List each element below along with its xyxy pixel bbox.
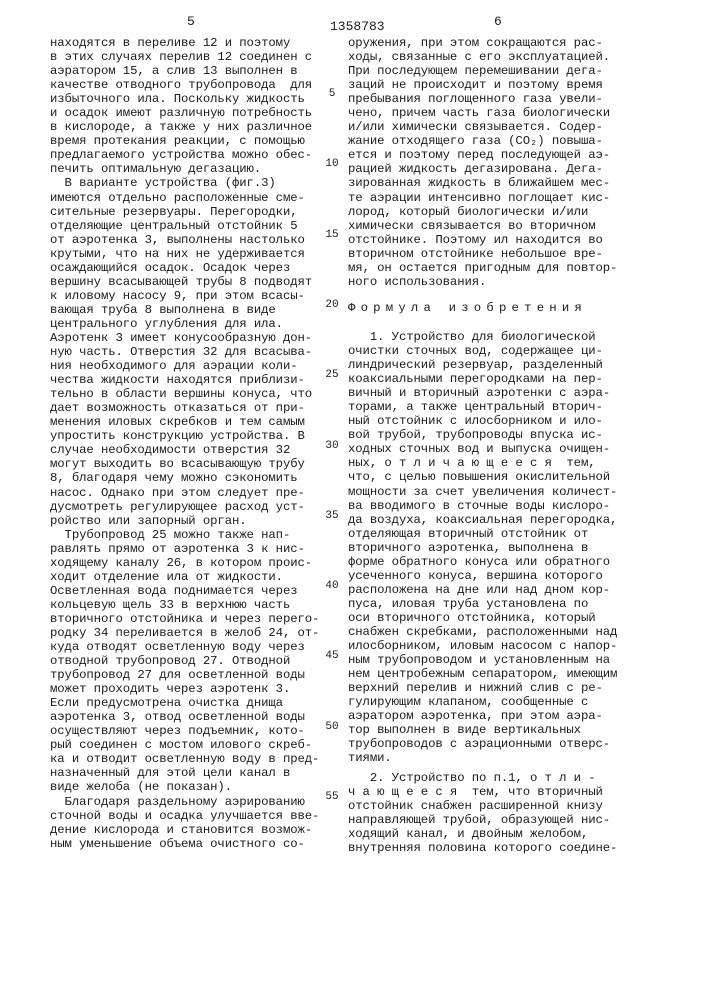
text-line: и/или химически связывается. Содер- <box>348 120 617 134</box>
text-line: отстойник снабжен расширенной книзу <box>348 799 617 813</box>
text-line: кольцевую щель 33 в верхнюю часть <box>50 598 319 612</box>
text-line: ного использования. <box>348 275 617 289</box>
text-line: ный отстойник с илосборником и ило- <box>348 414 617 428</box>
text-line: вторичного аэротенка, выполнена в <box>348 541 617 555</box>
text-line: виде желоба (не показан). <box>50 780 319 794</box>
text-line: упростить конструкцию устройства. В <box>50 429 319 443</box>
text-line: вторичном отстойнике небольшое вре- <box>348 247 617 261</box>
line-number: 50 <box>322 721 342 733</box>
line-number: 10 <box>322 158 342 170</box>
text-line: качестве отводного трубопровода для <box>50 78 319 92</box>
text-line: вершину всасывающей трубы 8 подводят <box>50 275 319 289</box>
text-line: снабжен скребками, расположенными над <box>348 625 617 639</box>
text-line: отделяющая вторичный отстойник от <box>348 527 617 541</box>
text-line: При последующем перемешивании дега- <box>348 64 617 78</box>
text-line: торами, а также центральный вторич- <box>348 400 617 414</box>
text-line: к иловому насосу 9, при этом всасы- <box>50 289 319 303</box>
text-line: могут выходить во всасывающую трубу <box>50 457 319 471</box>
text-line: Благодаря раздельному аэрированию <box>50 795 319 809</box>
text-line: родку 34 переливается в желоб 24, от- <box>50 626 319 640</box>
text-line: ка и отводит осветленную воду в пред- <box>50 752 319 766</box>
text-line: крутыми, что на них не удерживается <box>50 247 319 261</box>
left-column <box>50 36 319 851</box>
text-line: оружения, при этом сокращаются рас- <box>348 36 617 50</box>
line-number: 5 <box>322 88 342 100</box>
text-line: ным трубопроводом и установленным на <box>348 653 617 667</box>
text-line: аэратором 15, а слив 13 выполнен в <box>50 64 319 78</box>
text-line: форме обратного конуса или обратного <box>348 555 617 569</box>
text-line: ходящему каналу 26, в котором проис- <box>50 556 319 570</box>
text-line: чено, причем часть газа биологически <box>348 106 617 120</box>
text-line: от аэротенка 3, выполнены настолько <box>50 233 319 247</box>
text-line: и осадок имеют различную потребность <box>50 106 319 120</box>
text-line: ходит отделение ила от жидкости. <box>50 570 319 584</box>
text-line: ч а ю щ е е с я тем, что вторичный <box>348 785 617 799</box>
text-line: Аэротенк 3 имеет конусообразную дон- <box>50 331 319 345</box>
text-line: ходы, связанные с его эксплуатацией. <box>348 50 617 64</box>
text-line: пребывания поглощенного газа увели- <box>348 92 617 106</box>
text-line: что, с целью повышения окислительной <box>348 470 617 484</box>
text-line: в этих случаях перелив 12 соединен с <box>50 50 319 64</box>
text-line: ную часть. Отверстия 32 для всасыва- <box>50 345 319 359</box>
text-line: куда отводят осветленную воду через <box>50 640 319 654</box>
text-line: химически связывается во вторичном <box>348 219 617 233</box>
text-line: рацией жидкость дегазирована. Дега- <box>348 162 617 176</box>
claims-heading: Формула изобретения <box>348 301 587 315</box>
text-line: ройство или запорный орган. <box>50 514 319 528</box>
text-line: жание отходящего газа (CO₂) повыша- <box>348 134 617 148</box>
text-line: рый соединен с мостом илового скреб- <box>50 738 319 752</box>
line-number: 25 <box>322 369 342 381</box>
text-line: отводной трубопровод 27. Отводной <box>50 654 319 668</box>
text-line: Трубопровод 25 можно также нап- <box>50 528 319 542</box>
text-line: в кислороде, а также у них различное <box>50 120 319 134</box>
text-line: трубопроводов с аэрационными отверс- <box>348 737 617 751</box>
line-number: 20 <box>322 299 342 311</box>
text-line: усеченного конуса, вершина которого <box>348 569 617 583</box>
text-line: дает возможность отказаться от при- <box>50 401 319 415</box>
text-line: мя, он остается пригодным для повтор- <box>348 261 617 275</box>
text-line: менения иловых скребков и тем самым <box>50 415 319 429</box>
text-line: коаксиальными перегородками на пер- <box>348 372 617 386</box>
text-line: избыточного ила. Поскольку жидкость <box>50 92 319 106</box>
text-line: печить оптимальную дегазацию. <box>50 162 319 176</box>
text-line: дение кислорода и становится возмож- <box>50 823 319 837</box>
text-line: тиями. <box>348 751 617 765</box>
text-line: зированная жидкость в ближайшем мес- <box>348 176 617 190</box>
text-line: вой трубой, трубопроводы впуска ис- <box>348 428 617 442</box>
text-line: пуса, иловая труба установлена по <box>348 597 617 611</box>
text-line: лород, который биологически и/или <box>348 205 617 219</box>
text-line: время протекания реакции, с помощью <box>50 134 319 148</box>
text-line: ным уменьшение объема очистного со- <box>50 837 319 851</box>
line-number: 30 <box>322 440 342 452</box>
text-line: ется и поэтому перед последующей аэ- <box>348 148 617 162</box>
text-line: осуществляют через подъемник, кото- <box>50 724 319 738</box>
text-line: ва вводимого в сточные воды кислоро- <box>348 499 617 513</box>
text-line: осаждающийся осадок. Осадок через <box>50 261 319 275</box>
page-number-left: 5 <box>187 15 195 29</box>
text-line: чества жидкости находятся приблизи- <box>50 373 319 387</box>
text-line: отделяющие центральный отстойник 5 <box>50 219 319 233</box>
text-line: равлять прямо от аэротенка 3 к нис- <box>50 542 319 556</box>
page-number-right: 6 <box>494 15 502 29</box>
text-line: трубопровод 27 для осветленной воды <box>50 668 319 682</box>
text-line: мощности за счет увеличения количест- <box>348 485 617 499</box>
text-line: ходных сточных вод и выпуска очищен- <box>348 442 617 456</box>
text-line: вичный и вторичный аэротенки с аэра- <box>348 386 617 400</box>
text-line: аэратором аэротенка, при этом аэра- <box>348 709 617 723</box>
text-line: Если предусмотрена очистка днища <box>50 696 319 710</box>
text-line: ния необходимого для аэрации коли- <box>50 359 319 373</box>
text-line: может проходить через аэротенк 3. <box>50 682 319 696</box>
line-number: 40 <box>322 580 342 592</box>
text-line: заций не происходит и поэтому время <box>348 78 617 92</box>
text-line: центрального углубления для ила. <box>50 317 319 331</box>
text-line: ходящий канал, и двойным желобом, <box>348 827 617 841</box>
claim-1 <box>348 330 617 765</box>
line-number: 45 <box>322 650 342 662</box>
text-line: 2. Устройство по п.1, о т л и - <box>348 771 617 785</box>
text-line: имеются отдельно расположенные сме- <box>50 191 319 205</box>
text-line: ных, о т л и ч а ю щ е е с я тем, <box>348 456 617 470</box>
text-line: 1. Устройство для биологической <box>348 330 617 344</box>
text-line: линдрический резервуар, разделенный <box>348 358 617 372</box>
text-line: тор выполнен в виде вертикальных <box>348 723 617 737</box>
text-line: дусмотреть регулирующее расход уст- <box>50 500 319 514</box>
text-line: да воздуха, коаксиальная перегородка, <box>348 513 617 527</box>
patent-number: 1358783 <box>330 20 385 34</box>
text-line: находятся в переливе 12 и поэтому <box>50 36 319 50</box>
text-line: расположена на дне или над дном кор- <box>348 583 617 597</box>
text-line: оси вторичного отстойника, который <box>348 611 617 625</box>
line-number: 55 <box>322 791 342 803</box>
text-line: сительные резервуары. Перегородки, <box>50 205 319 219</box>
text-line: верхний перелив и нижний слив с ре- <box>348 681 617 695</box>
text-line: направляющей трубой, образующей нис- <box>348 813 617 827</box>
text-line: внутренняя половина которого соедине- <box>348 841 617 855</box>
line-number: 35 <box>322 510 342 522</box>
claim-2 <box>348 771 617 855</box>
text-line: нем центробежным сепаратором, имеющим <box>348 667 617 681</box>
text-line: предлагаемого устройства можно обес- <box>50 148 319 162</box>
text-line: тельно в области вершины конуса, что <box>50 387 319 401</box>
text-line: Осветленная вода поднимается через <box>50 584 319 598</box>
text-line: В варианте устройства (фиг.3) <box>50 176 319 190</box>
text-line: 8, благодаря чему можно сэкономить <box>50 471 319 485</box>
text-line: случае необходимости отверстия 32 <box>50 443 319 457</box>
text-line: те аэрации интенсивно поглощает кис- <box>348 191 617 205</box>
text-line: очистки сточных вод, содержащее ци- <box>348 344 617 358</box>
text-line: насос. Однако при этом следует пре- <box>50 486 319 500</box>
text-line: сточной воды и осадка улучшается вве- <box>50 809 319 823</box>
text-line: аэротенка 3, отвод осветленной воды <box>50 710 319 724</box>
line-number: 15 <box>322 229 342 241</box>
text-line: отстойнике. Поэтому ил находится во <box>348 233 617 247</box>
right-column-text <box>348 36 617 289</box>
text-line: назначенный для этой цели канал в <box>50 766 319 780</box>
text-line: вторичного отстойника и через перего- <box>50 612 319 626</box>
text-line: вающая труба 8 выполнена в виде <box>50 303 319 317</box>
text-line: илосборником, иловым насосом с напор- <box>348 639 617 653</box>
text-line: гулирующим клапаном, сообщенные с <box>348 695 617 709</box>
